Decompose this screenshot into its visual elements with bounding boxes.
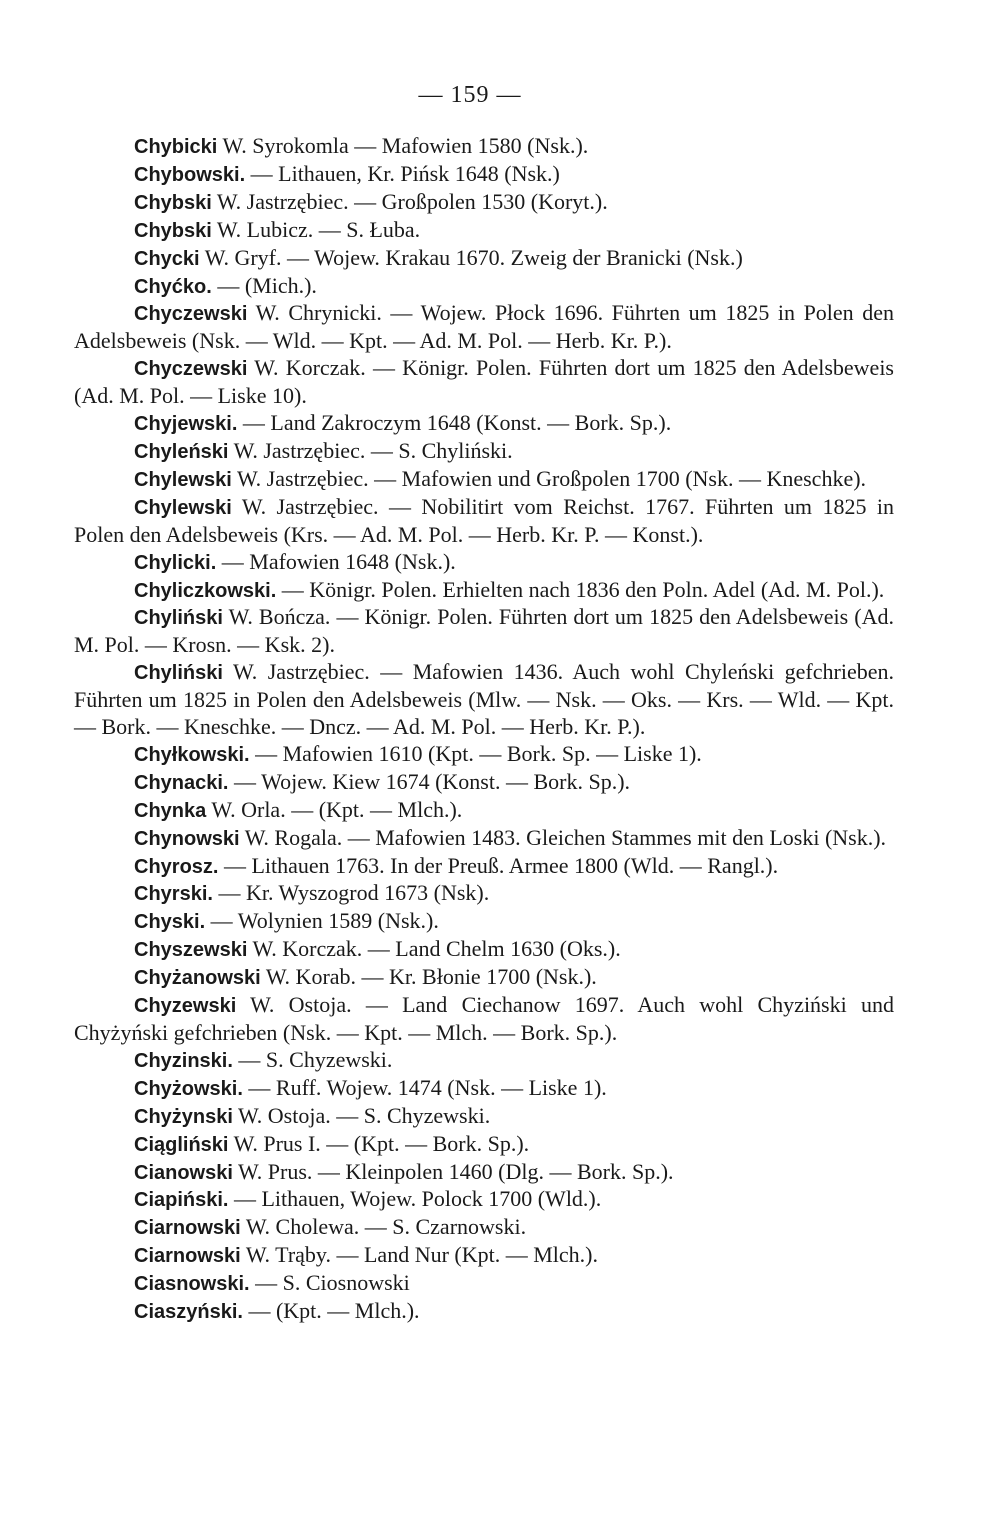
entry-text: W. Lubicz. — S. Łuba. (216, 216, 421, 242)
entry (74, 549, 894, 577)
entry-name: Chynacki. (134, 771, 229, 794)
entry-name: Chybicki (134, 136, 218, 158)
entry (74, 659, 894, 741)
entry (74, 1242, 894, 1270)
entry-name: Chybowski. (134, 163, 246, 186)
entry-text: W. Jastrzębiec. — Mafowien und Großpolen 1700 (Nsk. — Kneschke). (236, 465, 867, 491)
entry-name: Chybski (134, 191, 212, 214)
entry-text: W. Trąby. — Land Nur (Kpt. — Mlch.). (245, 1242, 598, 1268)
entry (74, 964, 894, 992)
entry (74, 1103, 894, 1131)
entry-name: Chyrosz. (134, 855, 219, 878)
entry-text: W. Jastrzębiec. — Mafowien 1436. Auch wohl Chyleński gefchrieben. Führten um 1825 in Polen den Adelsbeweis (Mlw. — Nsk. — Oks. — Krs. — Wld. — Kpt. — Bork. — Kneschke. — Dncz. — Ad. M. Pol. — Herb. Kr. P.). (74, 659, 894, 740)
entry-text: — Wojew. Kiew 1674 (Konst. — Bork. Sp.). (233, 768, 631, 794)
entry-text: — Land Zakroczym 1648 (Konst. — Bork. Sp.). (242, 410, 672, 436)
entry (74, 355, 894, 410)
entry-text: W. Jastrzębiec. — S. Chyliński. (233, 437, 513, 463)
entry-text: — S. Ciosnowski (255, 1270, 410, 1296)
entry (74, 880, 894, 908)
entry (74, 494, 894, 549)
entry-name: Chynka (134, 799, 207, 822)
entry (74, 161, 894, 189)
entry (74, 438, 894, 466)
entry (74, 825, 894, 853)
entry (74, 992, 894, 1047)
entry (74, 189, 894, 217)
entry (74, 1047, 894, 1075)
page-number: — 159 — (418, 82, 522, 108)
entry (74, 1159, 894, 1187)
entry-name: Chyliński (134, 662, 223, 685)
entry-text: — Lithauen 1763. In der Preuß. Armee 1800 (Wld. — Rangl.). (223, 852, 779, 878)
entry-text: W. Cholewa. — S. Czarnowski. (245, 1214, 527, 1240)
entry-name: Chyćko. (134, 275, 212, 298)
entry (74, 1186, 894, 1214)
entry-text: W. Rogala. — Mafowien 1483. Gleichen Stammes mit den Loski (Nsk.). (244, 824, 887, 850)
entry (74, 1214, 894, 1242)
entry-name: Chyczewski (134, 358, 248, 381)
entry-text: — Mafowien 1648 (Nsk.). (221, 548, 456, 574)
entry (74, 577, 894, 605)
entry-text: W. Ostoja. — Land Ciechanow 1697. Auch wohl Chyziński und Chyżyński gefchrieben (Nsk. — Kpt. — Mlch. — Bork. Sp.). (74, 992, 894, 1045)
entry (74, 741, 894, 769)
entry-text: W. Jastrzębiec. — Nobilitirt vom Reichst. 1767. Führten um 1825 in Polen den Adelsbeweis (Krs. — Ad. M. Pol. — Herb. Kr. P. — Konst.). (74, 493, 894, 547)
entry (74, 1131, 894, 1159)
entry-text: — Wolynien 1589 (Nsk.). (210, 908, 439, 934)
entry-name: Chycki (134, 247, 200, 270)
entry-name: Chyrski. (134, 883, 213, 906)
entry (74, 797, 894, 825)
entry-name: Ciągliński (134, 1133, 229, 1156)
entry (74, 908, 894, 936)
entry-name: Chyżanowski (134, 967, 261, 990)
entry (74, 1298, 894, 1326)
entry-text: W. Gryf. — Wojew. Krakau 1670. Zweig der Branicki (Nsk.) (204, 244, 743, 270)
entry-name: Chynowski (134, 827, 240, 850)
entry-name: Chyżowski. (134, 1077, 243, 1100)
entry-text: W. Korczak. — Land Chelm 1630 (Oks.). (252, 936, 621, 962)
entry-text: — Königr. Polen. Erhielten nach 1836 den Poln. Adel (Ad. M. Pol.). (281, 576, 885, 602)
entry (74, 853, 894, 881)
entry (74, 217, 894, 245)
entry-name: Chyjewski. (134, 413, 238, 436)
entry-text: — Lithauen, Wojew. Polock 1700 (Wld.). (233, 1186, 602, 1212)
entry-name: Chylewski (134, 468, 232, 491)
entry-text: — S. Chyzewski. (238, 1046, 393, 1072)
entry-text: — Mafowien 1610 (Kpt. — Bork. Sp. — Liske 1). (255, 740, 702, 766)
entry-text: W. Syrokomla — Mafowien 1580 (Nsk.). (222, 133, 589, 158)
entry-name: Cianowski (134, 1161, 233, 1184)
entry-text: W. Jastrzębiec. — Großpolen 1530 (Koryt.). (216, 188, 608, 214)
entry-name: Chybski (134, 219, 212, 242)
entry-list (74, 133, 894, 1326)
entry-name: Chyzewski (134, 995, 237, 1018)
entry-name: Chyski. (134, 911, 206, 934)
entry (74, 1075, 894, 1103)
entry (74, 1270, 894, 1298)
entry (74, 300, 894, 355)
entry-name: Chyczewski (134, 303, 248, 326)
entry-name: Chyliczkowski. (134, 579, 277, 602)
entry-name: Chyzinski. (134, 1049, 233, 1072)
entry (74, 936, 894, 964)
entry-name: Chyliński (134, 607, 223, 630)
entry-text: W. Ostoja. — S. Chyzewski. (238, 1102, 491, 1128)
entry (74, 410, 894, 438)
entry-text: W. Orla. — (Kpt. — Mlch.). (211, 796, 463, 822)
entry-text: W. Prus I. — (Kpt. — Bork. Sp.). (233, 1130, 530, 1156)
entry-name: Chylewski (134, 496, 232, 519)
entry (74, 466, 894, 494)
entry-text: W. Chrynicki. — Wojew. Płock 1696. Führten um 1825 in Polen den Adelsbeweis (Nsk. — Wld. — Kpt. — Ad. M. Pol. — Herb. Kr. P.). (74, 300, 895, 354)
entry-text: W. Bończa. — Königr. Polen. Führten dort um 1825 den Adelsbeweis (Ad. M. Pol. — Krosn. — Ksk. 2). (74, 604, 895, 658)
entry-name: Chyszewski (134, 939, 248, 962)
entry-text: — Lithauen, Kr. Pińsk 1648 (Nsk.) (250, 160, 560, 186)
entry-name: Ciaszyński. (134, 1301, 243, 1324)
entry-name: Ciarnowski (134, 1245, 241, 1268)
entry-text: — (Mich.). (217, 272, 317, 298)
entry (74, 133, 894, 161)
entry-text: — Ruff. Wojew. 1474 (Nsk. — Liske 1). (248, 1074, 607, 1100)
entry-name: Ciarnowski (134, 1217, 241, 1240)
entry-name: Ciasnowski. (134, 1273, 250, 1296)
entry-name: Chyżynski (134, 1105, 233, 1128)
entry-text: W. Prus. — Kleinpolen 1460 (Dlg. — Bork. Sp.). (238, 1158, 674, 1184)
entry-name: Chylicki. (134, 551, 217, 574)
entry-text: — (Kpt. — Mlch.). (248, 1298, 420, 1324)
entry (74, 273, 894, 301)
entry-name: Chyleński (134, 440, 229, 463)
entry-text: W. Korab. — Kr. Błonie 1700 (Nsk.). (265, 964, 597, 990)
entry (74, 769, 894, 797)
entry-name: Ciapiński. (134, 1189, 229, 1212)
entry (74, 604, 894, 659)
entry-text: W. Korczak. — Königr. Polen. Führten dort um 1825 den Adelsbeweis (Ad. M. Pol. — Liske 10). (74, 355, 894, 409)
entry (74, 245, 894, 273)
entry-name: Chyłkowski. (134, 743, 250, 766)
entry-text: — Kr. Wyszogrod 1673 (Nsk). (218, 880, 490, 906)
